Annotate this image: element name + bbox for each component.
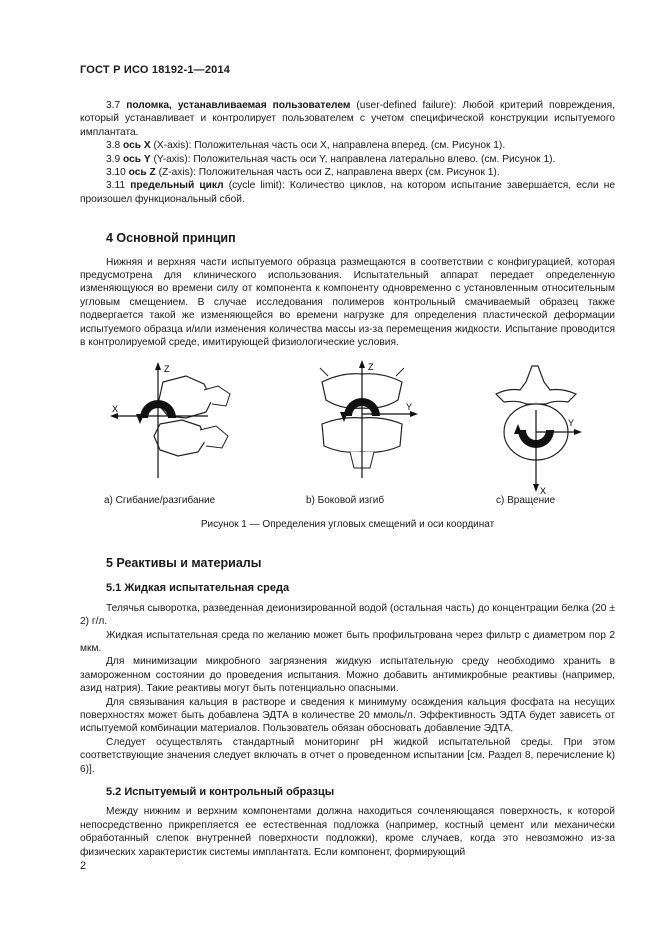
section-5-2-title: 5.2 Испытуемый и контрольный образцы bbox=[106, 786, 335, 798]
term-label: поломка, устанавливаемая пользователем bbox=[126, 100, 351, 111]
paragraph: Следует осуществлять стандартный мониторинг pH жидкой испытательной среды. При этом соответствующие значения следует включать в отчет о проведенном испытании [см. Раздел 8, перечисление k) 6)]. bbox=[80, 736, 615, 775]
section-5-1-title: 5.1 Жидкая испытательная среда bbox=[106, 582, 290, 595]
term-label: ось X bbox=[123, 140, 151, 152]
paragraph: Для связывания кальция в растворе и сведения к минимуму осаждения кальция фосфата на несущих поверхностях может быть добавлена ЭДТА в количестве 20 ммоль/л. Эффективность ЭДТА будет зависеть от испытуемой комбинации материалов. Пользователь обязан обосновать добавление ЭДТА. bbox=[80, 696, 615, 735]
caption-b: b) Боковой изгиб bbox=[306, 494, 385, 506]
section-4-text: Нижняя и верхняя части испытуемого образца размещаются в соответствии с конфигурацией, которая предусмотрена для клинического использования. Испытательный аппарат передает определенную изменяющуюся во времени силу от компонента к компоненту одновременно с установленным относительным угловым смещением. В случае исследования полимеров контрольный смачиваемый образец также подвергается такой же изменяющейся во времени нагрузке для определения пластической деформации испытуемого образца и/или изменения количества массы из-за перемещения жидкости. Испытание проводится в контролируемой среде, имитирующей физиологические условия. bbox=[80, 256, 615, 349]
term-label: предельный цикл bbox=[130, 180, 224, 192]
figure-1 bbox=[80, 360, 615, 494]
paragraph: Телячья сыворотка, разведенная деионизированной водой (остальная часть) до концентрации белка (20 ± 2) г/л. bbox=[80, 602, 615, 628]
flexion-extension-diagram bbox=[108, 360, 238, 490]
axis-x-label: X bbox=[112, 403, 119, 414]
term-3-7: 3.7 поломка, устанавливаемая пользователем (user-defined failure): Любой критерий повреждения, который устанавливает и контролирует пользователем с учетом специфической конструкции испытуемого имплантата. bbox=[80, 100, 615, 138]
section-5-title: 5 Реактивы и материалы bbox=[106, 555, 262, 570]
term-label: ось Y bbox=[123, 153, 151, 165]
caption-a: a) Сгибание/разгибание bbox=[104, 494, 216, 506]
term-3-9: 3.9 ось Y (Y-axis): Положительная часть оси Y, направлена латерально влево. (см. Рисунок 1). bbox=[106, 153, 556, 165]
term-3-10: 3.10 ось Z (Z-axis): Положительная часть оси Z, направлена вверх (см. Рисунок 1). bbox=[106, 167, 500, 179]
standard-header: ГОСТ Р ИСО 18192-1—2014 bbox=[80, 64, 231, 76]
axis-z-label: Z bbox=[164, 363, 170, 374]
lateral-bending-diagram bbox=[302, 360, 422, 490]
rotation-diagram bbox=[482, 360, 592, 494]
term-3-11: 3.11 предельный цикл (cycle limit): Количество циклов, на котором испытание завершается, если не произошел функциональный сбой. bbox=[80, 180, 615, 205]
paragraph: Для минимизации микробного загрязнения жидкую испытательную среду необходимо хранить в замороженном состоянии до проведения испытания. Можно добавить антимикробные реактивы (например, азид натрия). Такие реактивы могут быть потенциально опасными. bbox=[80, 656, 615, 695]
figure-title: Рисунок 1 — Определения угловых смещений и оси координат bbox=[200, 518, 495, 530]
axis-z-label: Z bbox=[368, 361, 374, 372]
figure-captions bbox=[80, 494, 615, 516]
term-label: ось Z bbox=[128, 167, 156, 179]
caption-c: c) Вращение bbox=[496, 494, 556, 506]
term-3-8: 3.8 ось X (X-axis): Положительная часть оси X, направлена вперед. (см. Рисунок 1). bbox=[106, 140, 506, 152]
axis-y-label: Y bbox=[406, 401, 413, 412]
axis-x-label: X bbox=[540, 485, 547, 494]
paragraph: Между нижним и верхним компонентами должна находиться сочленяющаяся поверхность, к которой непосредственно прикрепляется ее естественная подложка (например, костный цемент или механически обработанный слепок внутренней поверхности подложки), кроме случаев, когда это невозможно из-за физических характеристик системы имплантата. Если компонент, формирующий bbox=[80, 806, 615, 858]
page-number: 2 bbox=[80, 860, 87, 872]
axis-y-label: Y bbox=[568, 417, 575, 428]
section-4-title: 4 Основной принцип bbox=[106, 231, 236, 246]
paragraph: Жидкая испытательная среда по желанию может быть профильтрована через фильтр с диаметром пор 2 мкм. bbox=[80, 629, 615, 654]
page-content bbox=[80, 99, 615, 859]
